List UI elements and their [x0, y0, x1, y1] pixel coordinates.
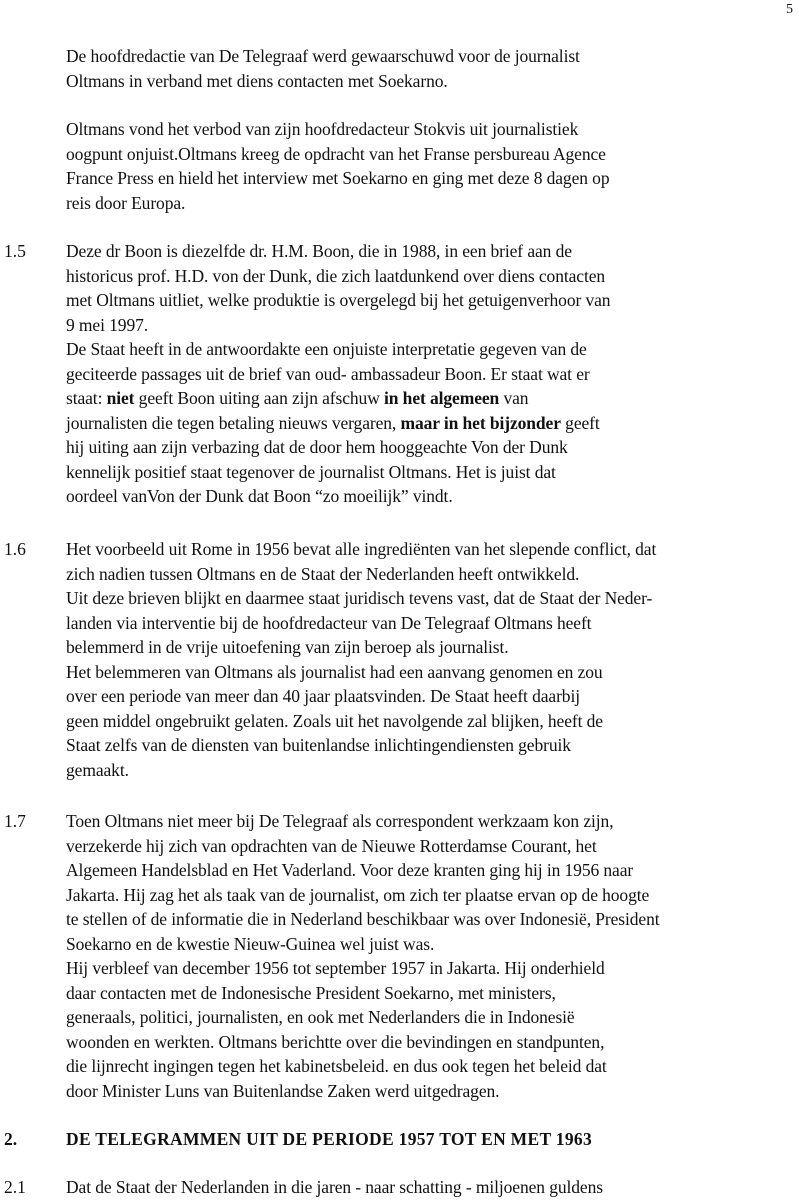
text-line: zich nadien tussen Oltmans en de Staat der Nederlanden heeft ontwikkeld. [66, 563, 580, 584]
text-line: Dat de Staat der Nederlanden in die jaren - naar schatting - miljoenen guldens [66, 1177, 603, 1197]
text-line: historicus prof. H.D. von der Dunk, die zich laatdunkend over diens contacten [66, 265, 606, 286]
text-line: belemmerd in de vrije uitoefening van zijn beroep als journalist. [66, 637, 509, 657]
text-run: geeft Boon uiting aan zijn afschuw [134, 388, 385, 408]
text-line: hij uiting aan zijn verbazing dat de door hem hooggeachte Von der Dunk [66, 437, 568, 457]
text-line: Uit deze brieven blijkt en daarmee staat juridisch tevens vast, dat de Staat der Neder- [66, 588, 653, 608]
text-line: Soekarno en de kwestie Nieuw-Guinea wel juist was. [66, 933, 435, 954]
paragraph-2-1 [66, 1175, 792, 1200]
text-line: Jakarta. Hij zag het als taak van de journalist, om zich ter plaatse ervan op de hoogte [66, 884, 650, 905]
bold-text: in het algemeen [384, 388, 500, 408]
text-line: generaals, politici, journalisten, en ook met Nederlanders die in Indonesië [66, 1007, 575, 1027]
text-line: Oltmans vond het verbod van zijn hoofdredacteur Stokvis uit journalistiek [66, 119, 579, 139]
text-run: van [499, 388, 529, 408]
text-line: 9 mei 1997. [66, 314, 149, 335]
text-line: door Minister Luns van Buitenlandse Zaken werd uitgedragen. [66, 1080, 500, 1101]
bold-text: maar in het bijzonder [400, 412, 561, 433]
text-line [66, 386, 792, 411]
text-line: Algemeen Handelsblad en Het Vaderland. Voor deze kranten ging hij in 1956 naar [66, 860, 634, 880]
paragraph-number-2-1: 2.1 [4, 1177, 26, 1197]
text-line: oordeel vanVon der Dunk dat Boon “zo moeilijk” vindt. [66, 486, 453, 506]
intro-paragraph-2 [66, 117, 792, 215]
text-run: journalisten die tegen betaling nieuws vergaren, [66, 412, 401, 433]
paragraph-1-5 [66, 239, 792, 509]
paragraph-number-1-5: 1.5 [4, 241, 26, 261]
text-line: verzekerde hij zich van opdrachten van de Nieuwe Rotterdamse Courant, het [66, 835, 597, 856]
page-number: 5 [786, 2, 793, 17]
paragraph-number-1-7: 1.7 [4, 811, 26, 831]
text-line: te stellen of de informatie die in Nederland beschikbaar was over Indonesië, President [66, 909, 660, 929]
text-line: Het belemmeren van Oltmans als journalist had een aanvang genomen en zou [66, 661, 603, 682]
text-line: Hij verbleef van december 1956 tot september 1957 in Jakarta. Hij onderhield [66, 958, 605, 978]
text-line: die lijnrecht ingingen tegen het kabinetsbeleid. en dus ook tegen het beleid dat [66, 1056, 607, 1076]
section-heading: DE TELEGRAMMEN UIT DE PERIODE 1957 TOT EN MET 1963 [66, 1129, 593, 1149]
text-line: De Staat heeft in de antwoordakte een onjuiste interpretatie gegeven van de [66, 339, 587, 359]
intro-paragraph-1 [66, 44, 792, 93]
text-line: daar contacten met de Indonesische President Soekarno, met ministers, [66, 982, 556, 1003]
text-line: France Press en hield het interview met Soekarno en ging met deze 8 dagen op [66, 168, 610, 188]
text-line: Deze dr Boon is diezelfde dr. H.M. Boon, die in 1988, in een brief aan de [66, 241, 572, 261]
text-line: met Oltmans uitliet, welke produktie is overgelegd bij het getuigenverhoor van [66, 290, 611, 310]
text-line: kennelijk positief staat tegenover de journalist Oltmans. Het is juist dat [66, 461, 556, 482]
text-line: over een periode van meer dan 40 jaar plaatsvinden. De Staat heeft daarbij [66, 686, 580, 706]
paragraph-1-7 [66, 809, 792, 1103]
paragraph-1-6 [66, 537, 792, 782]
text-line: geciteerde passages uit de brief van oud- ambassadeur Boon. Er staat wat er [66, 363, 590, 384]
text-line: Het voorbeeld uit Rome in 1956 bevat alle ingrediënten van het slepende conflict, dat [66, 539, 657, 559]
bold-text: niet [106, 388, 135, 408]
text-line: Oltmans in verband met diens contacten met Soekarno. [66, 70, 448, 91]
paragraph-number-1-6: 1.6 [4, 539, 26, 559]
text-line: woonden en werkten. Oltmans berichtte over die bevindingen en standpunten, [66, 1031, 605, 1052]
text-line: Toen Oltmans niet meer bij De Telegraaf als correspondent werkzaam kon zijn, [66, 811, 614, 831]
text-line: De hoofdredactie van De Telegraaf werd gewaarschuwd voor de journalist [66, 46, 580, 66]
section-number: 2. [4, 1129, 18, 1149]
text-run: geeft [560, 412, 600, 433]
text-line [66, 411, 792, 436]
text-line: Staat zelfs van de diensten van buitenlandse inlichtingendiensten gebruik [66, 735, 571, 755]
text-line: landen via interventie bij de hoofdredacteur van De Telegraaf Oltmans heeft [66, 612, 592, 633]
text-line: gemaakt. [66, 759, 129, 780]
text-line: reis door Europa. [66, 192, 186, 213]
text-run: staat: [66, 388, 107, 408]
text-line: oogpunt onjuist.Oltmans kreeg de opdracht van het Franse persbureau Agence [66, 143, 606, 164]
text-line: geen middel ongebruikt gelaten. Zoals uit het navolgende zal blijken, heeft de [66, 710, 603, 731]
